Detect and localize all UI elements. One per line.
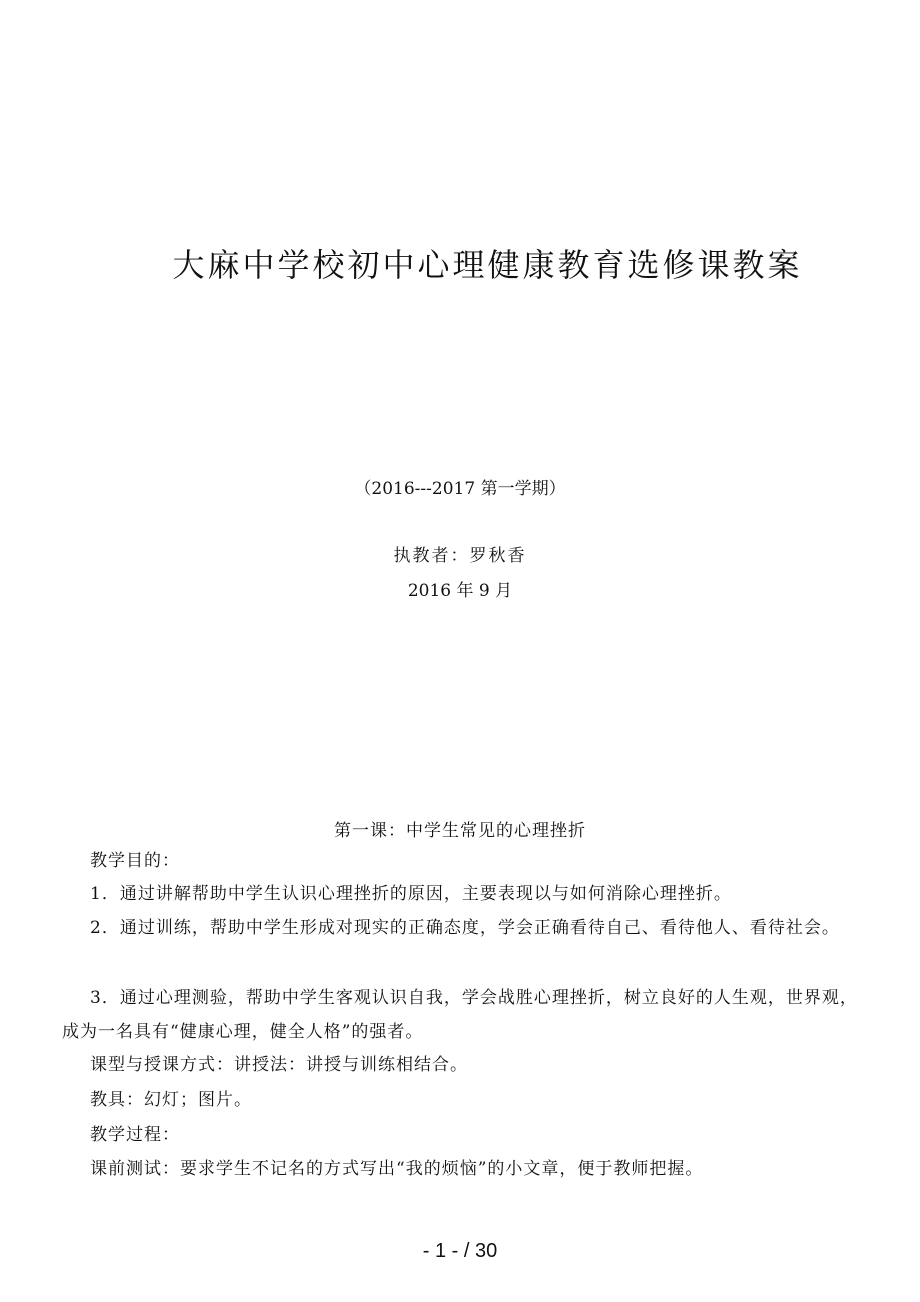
document-title: 大麻中学校初中心理健康教育选修课教案	[172, 246, 803, 284]
date-label: 2016 年 9 月	[407, 581, 513, 601]
paragraph-lesson-type: 课型与授课方式：讲授法：讲授与训练相结合。	[90, 1055, 468, 1075]
paragraph-objectives-heading: 教学目的：	[90, 851, 180, 871]
paragraph-objective-2: 2．通过训练，帮助中学生形成对现实的正确态度，学会正确看待自己、看待他人、看待社会。	[90, 918, 840, 938]
term-label: （2016---2017 第一学期）	[354, 479, 566, 499]
page-number: - 1 - / 30	[422, 1240, 498, 1262]
lesson-title: 第一课：中学生常见的心理挫折	[334, 821, 586, 841]
paragraph-process-heading: 教学过程：	[90, 1125, 180, 1145]
paragraph-teaching-aids: 教具：幻灯；图片。	[90, 1090, 252, 1110]
teacher-name: 执教者：罗秋香	[393, 546, 527, 566]
paragraph-objective-1: 1．通过讲解帮助中学生认识心理挫折的原因，主要表现以与如何消除心理挫折。	[90, 884, 732, 904]
paragraph-objective-3: 3．通过心理测验，帮助中学生客观认识自我，学会战胜心理挫折，树立良好的人生观，世界观，成为一名具有“健康心理，健全人格”的强者。	[62, 988, 858, 1042]
paragraph-pre-test: 课前测试：要求学生不记名的方式写出“我的烦恼”的小文章，便于教师把握。	[90, 1159, 704, 1179]
